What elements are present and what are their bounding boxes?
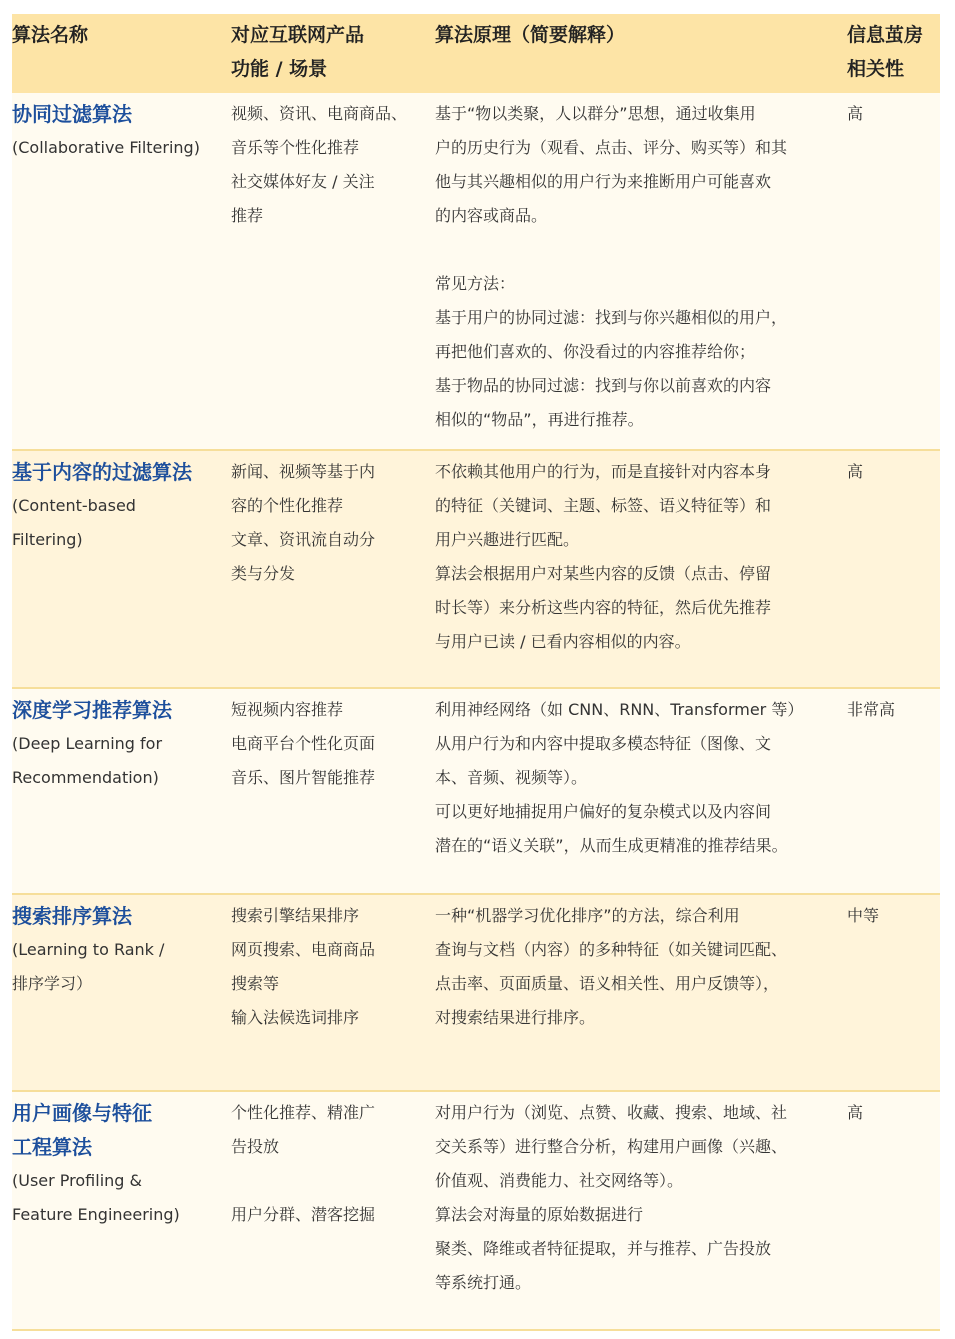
header-scenes	[231, 14, 435, 93]
algorithm-english-name: Recommendation)	[12, 768, 159, 787]
principle-cell	[435, 895, 847, 1090]
header-algorithm-name	[12, 14, 231, 93]
scene-line: 类与分发	[231, 564, 296, 583]
algorithm-english-name: (Collaborative Filtering)	[12, 138, 200, 157]
scene-line: 个性化推荐、精准广	[231, 1103, 376, 1122]
scene-line: 视频、资讯、电商商品、	[231, 104, 408, 123]
scenes-cell	[231, 451, 435, 687]
scene-line: 告投放	[231, 1137, 280, 1156]
algorithm-name: 搜索排序算法	[12, 904, 132, 928]
algorithm-english-name: (User Profiling &	[12, 1171, 143, 1190]
principle-cell	[435, 93, 847, 449]
scene-line: 网页搜索、电商商品	[231, 940, 376, 959]
scenes-cell	[231, 1092, 435, 1329]
header-text: 功能 / 场景	[231, 58, 328, 80]
principle-line: 不依赖其他用户的行为，而是直接针对内容本身	[435, 462, 772, 481]
algorithm-name: 深度学习推荐算法	[12, 698, 172, 722]
table-row	[12, 689, 940, 895]
algorithm-name-cell	[12, 895, 231, 1090]
principle-line: 交关系等）进行整合分析，构建用户画像（兴趣、	[435, 1137, 788, 1156]
principle-line: 对搜索结果进行排序。	[435, 1008, 596, 1027]
relevance-cell	[847, 689, 940, 893]
scenes-cell	[231, 895, 435, 1090]
principle-line: 从用户行为和内容中提取多模态特征（图像、文	[435, 734, 772, 753]
principle-line: 户的历史行为（观看、点击、评分、购买等）和其	[435, 138, 788, 157]
principle-line: 的特征（关键词、主题、标签、语义特征等）和	[435, 496, 772, 515]
scene-line: 推荐	[231, 206, 264, 225]
scene-line: 新闻、视频等基于内	[231, 462, 376, 481]
relevance-value: 非常高	[847, 700, 896, 719]
algorithm-name: 工程算法	[12, 1135, 92, 1159]
principle-line: 他与其兴趣相似的用户行为来推断用户可能喜欢	[435, 172, 772, 191]
scene-line: 搜索等	[231, 974, 280, 993]
principle-line	[435, 233, 847, 267]
table-row	[12, 93, 940, 451]
header-text: 算法原理（简要解释）	[435, 24, 626, 46]
relevance-cell	[847, 1092, 940, 1329]
principle-line: 与用户已读 / 已看内容相似的内容。	[435, 632, 691, 651]
algorithm-table	[12, 14, 940, 1331]
header-principle	[435, 14, 847, 93]
principle-line: 时长等）来分析这些内容的特征，然后优先推荐	[435, 598, 772, 617]
principle-cell	[435, 451, 847, 687]
algorithm-name: 协同过滤算法	[12, 102, 132, 126]
relevance-value: 中等	[847, 906, 880, 925]
algorithm-english-name: (Deep Learning for	[12, 734, 163, 753]
algorithm-english-name: (Learning to Rank /	[12, 940, 165, 959]
algorithm-name: 用户画像与特征	[12, 1101, 152, 1125]
scene-line: 搜索引擎结果排序	[231, 906, 360, 925]
principle-line: 聚类、降维或者特征提取，并与推荐、广告投放	[435, 1239, 772, 1258]
principle-line: 可以更好地捕捉用户偏好的复杂模式以及内容间	[435, 802, 772, 821]
scene-line: 文章、资讯流自动分	[231, 530, 376, 549]
principle-line: 用户兴趣进行匹配。	[435, 530, 580, 549]
relevance-cell	[847, 93, 940, 449]
relevance-value: 高	[847, 104, 864, 123]
header-text: 相关性	[847, 58, 905, 80]
principle-cell	[435, 689, 847, 893]
principle-line: 的内容或商品。	[435, 206, 548, 225]
header-text: 算法名称	[12, 24, 89, 46]
algorithm-name-cell	[12, 689, 231, 893]
principle-cell	[435, 1092, 847, 1329]
principle-line: 等系统打通。	[435, 1273, 532, 1292]
principle-line: 相似的“物品”，再进行推荐。	[435, 410, 644, 429]
algorithm-english-name: 排序学习）	[12, 974, 93, 993]
table-header	[12, 14, 940, 93]
header-text: 信息茧房	[847, 24, 924, 46]
scene-line: 电商平台个性化页面	[231, 734, 376, 753]
principle-line: 再把他们喜欢的、你没看过的内容推荐给你；	[435, 342, 756, 361]
table-row	[12, 895, 940, 1092]
scene-line: 用户分群、潜客挖掘	[231, 1205, 376, 1224]
principle-line: 常见方法：	[435, 274, 516, 293]
principle-line: 点击率、页面质量、语义相关性、用户反馈等），	[435, 974, 780, 993]
principle-line: 本、音频、视频等）。	[435, 768, 588, 787]
scene-line: 容的个性化推荐	[231, 496, 344, 515]
table-row	[12, 1092, 940, 1331]
algorithm-english-name: Filtering)	[12, 530, 83, 549]
principle-line: 基于“物以类聚，人以群分”思想，通过收集用	[435, 104, 756, 123]
principle-line: 价值观、消费能力、社交网络等）。	[435, 1171, 684, 1190]
scene-line: 社交媒体好友 / 关注	[231, 172, 375, 191]
scene-line: 音乐等个性化推荐	[231, 138, 360, 157]
principle-line: 基于物品的协同过滤：找到与你以前喜欢的内容	[435, 376, 772, 395]
algorithm-name-cell	[12, 451, 231, 687]
algorithm-name-cell	[12, 1092, 231, 1329]
table-body	[12, 93, 940, 1331]
algorithm-english-name: Feature Engineering)	[12, 1205, 180, 1224]
algorithm-english-name: (Content-based	[12, 496, 136, 515]
principle-line: 潜在的“语义关联”，从而生成更精准的推荐结果。	[435, 836, 788, 855]
principle-line: 算法会根据用户对某些内容的反馈（点击、停留	[435, 564, 772, 583]
header-relevance	[847, 14, 940, 93]
scenes-cell	[231, 689, 435, 893]
algorithm-name-cell	[12, 93, 231, 449]
principle-line: 算法会对海量的原始数据进行	[435, 1205, 644, 1224]
scenes-cell	[231, 93, 435, 449]
scene-line: 音乐、图片智能推荐	[231, 768, 376, 787]
principle-line: 一种“机器学习优化排序”的方法，综合利用	[435, 906, 740, 925]
scene-line: 输入法候选词排序	[231, 1008, 360, 1027]
table-row	[12, 451, 940, 689]
principle-line: 利用神经网络（如 CNN、RNN、Transformer 等）	[435, 700, 804, 719]
relevance-cell	[847, 895, 940, 1090]
scene-line	[231, 1164, 435, 1198]
relevance-cell	[847, 451, 940, 687]
algorithm-name: 基于内容的过滤算法	[12, 460, 192, 484]
principle-line: 对用户行为（浏览、点赞、收藏、搜索、地域、社	[435, 1103, 788, 1122]
header-text: 对应互联网产品	[231, 24, 365, 46]
relevance-value: 高	[847, 462, 864, 481]
scene-line: 短视频内容推荐	[231, 700, 344, 719]
relevance-value: 高	[847, 1103, 864, 1122]
principle-line: 查询与文档（内容）的多种特征（如关键词匹配、	[435, 940, 788, 959]
principle-line: 基于用户的协同过滤：找到与你兴趣相似的用户，	[435, 308, 788, 327]
